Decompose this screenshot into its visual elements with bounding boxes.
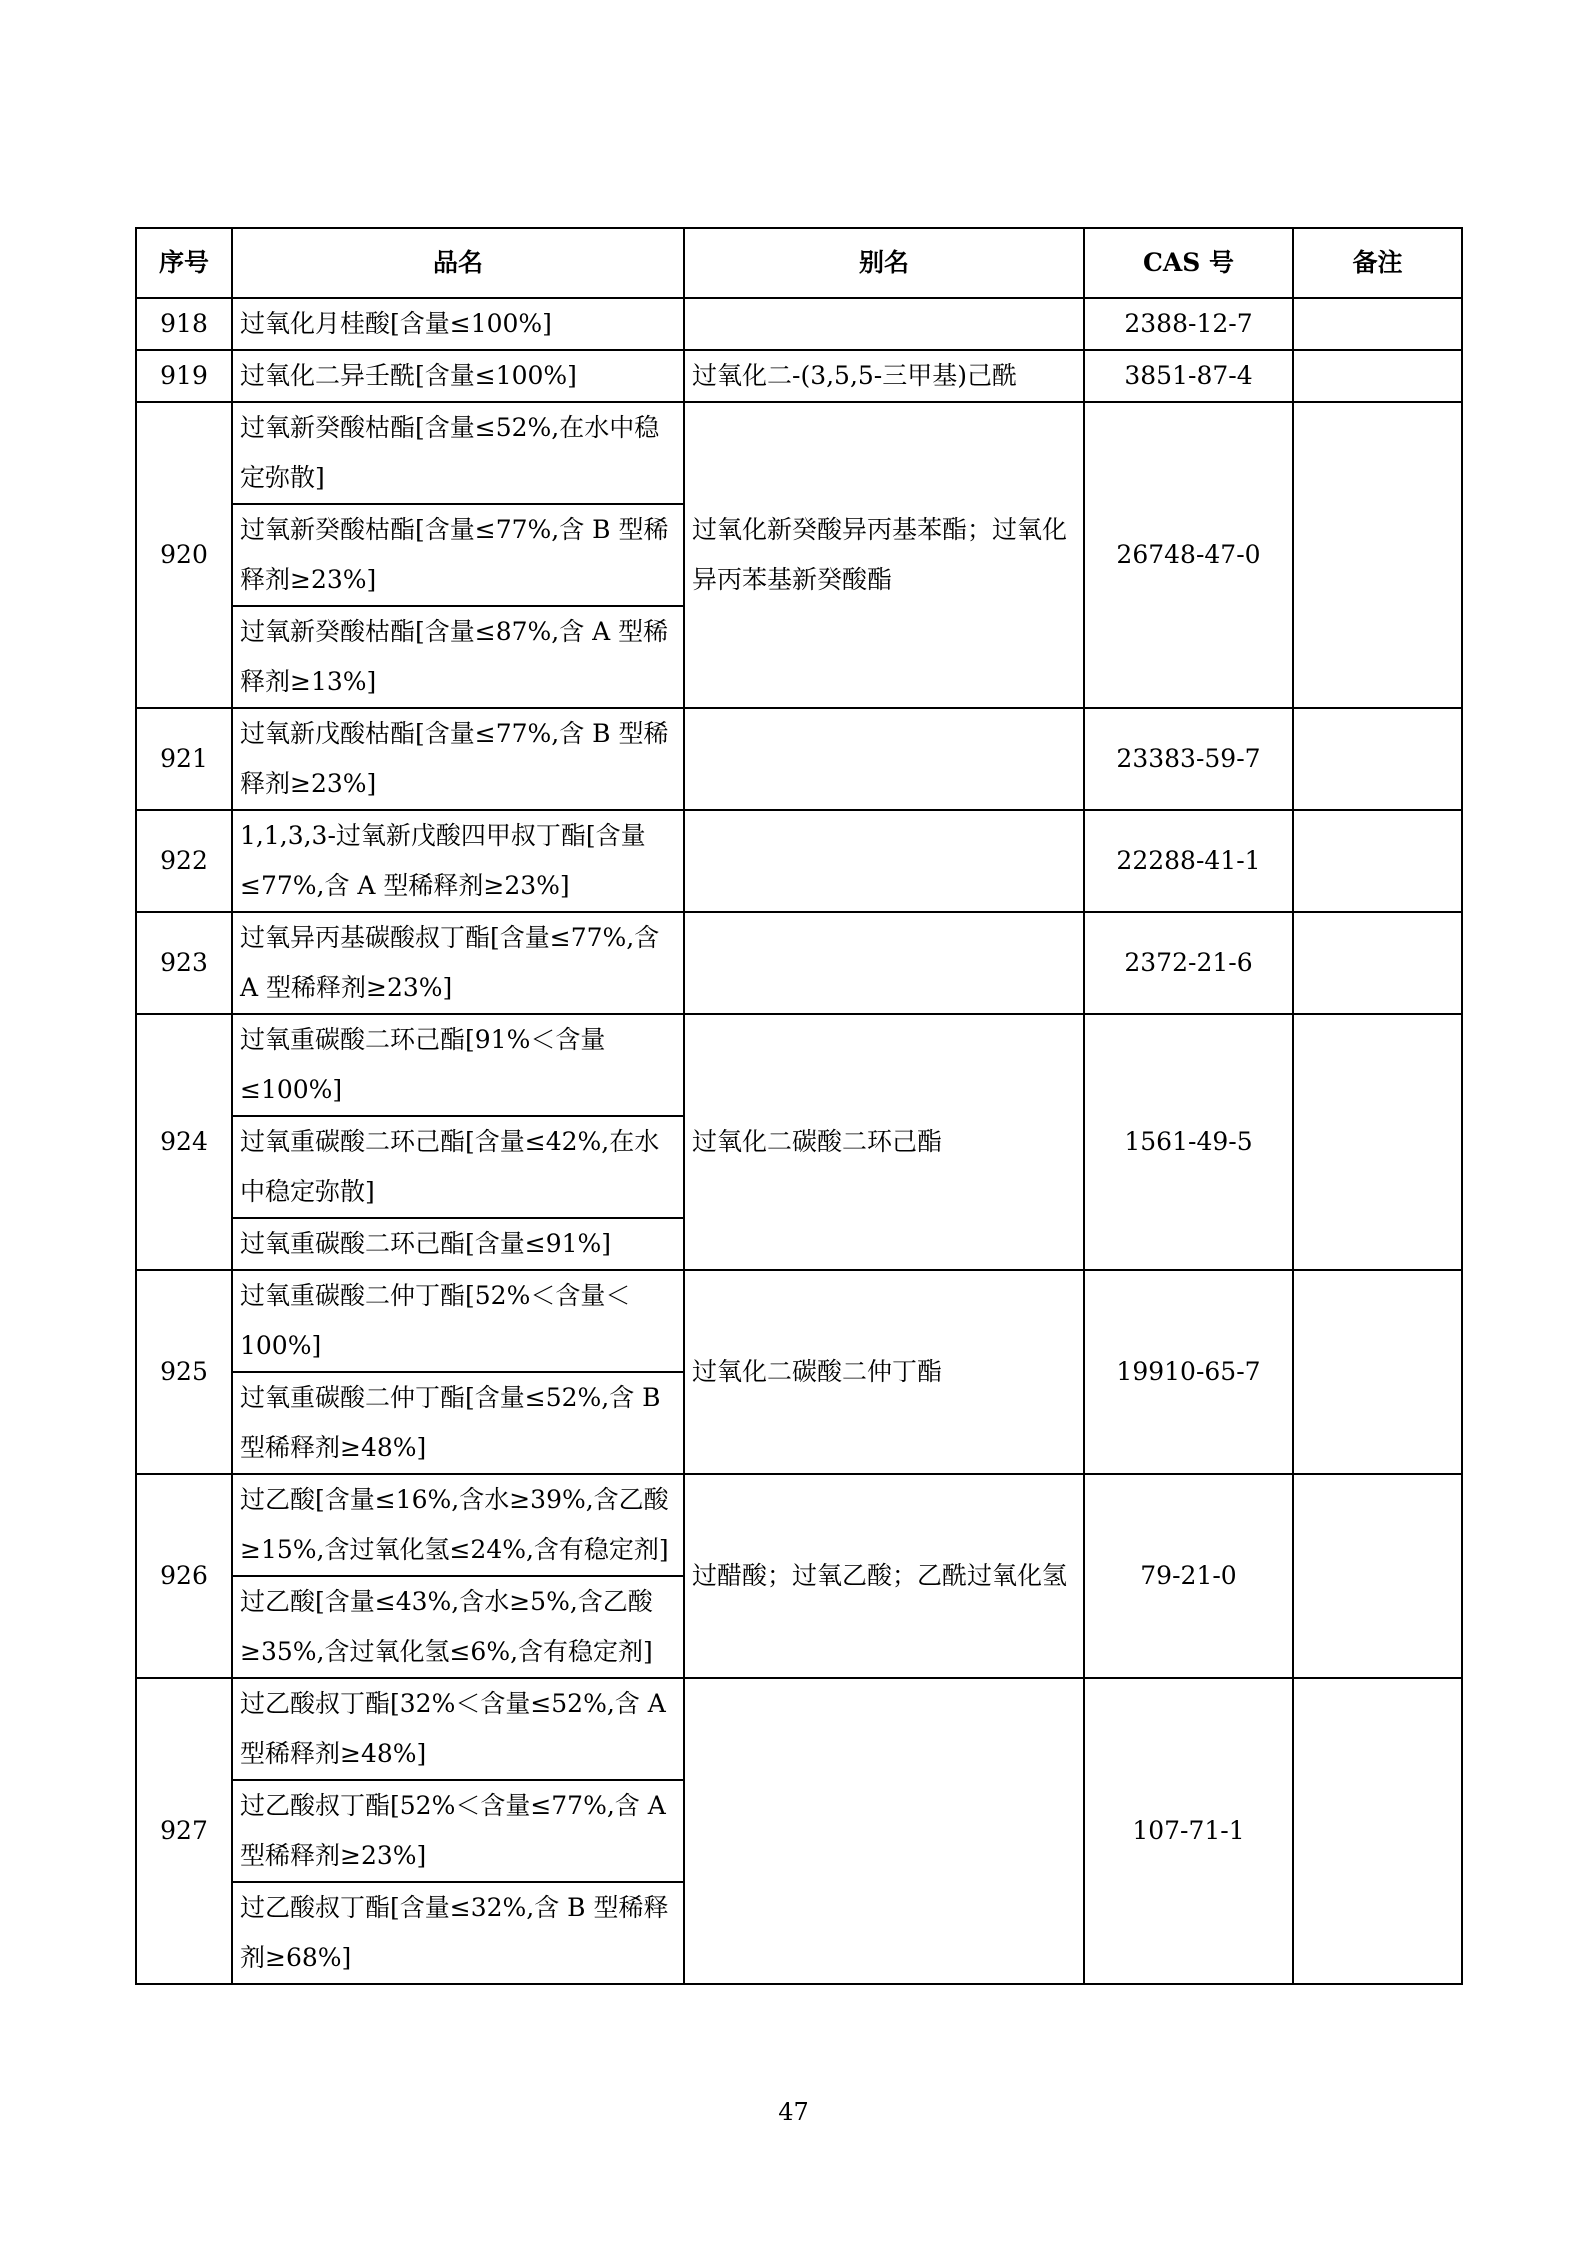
table-row	[136, 1678, 1462, 1780]
serial-number-cell: 920	[136, 402, 232, 708]
product-name-cell: 过氧化二异壬酰[含量≤100%]	[232, 350, 684, 402]
remarks-cell	[1293, 1474, 1462, 1678]
chemical-table	[135, 227, 1463, 1985]
product-name-cell: 过氧重碳酸二仲丁酯[含量≤52%,含 B 型稀释剂≥48%]	[232, 1372, 684, 1474]
product-name-cell: 过乙酸叔丁酯[52%＜含量≤77%,含 A 型稀释剂≥23%]	[232, 1780, 684, 1882]
serial-number-cell: 923	[136, 912, 232, 1014]
cas-number-cell: 23383-59-7	[1084, 708, 1293, 810]
remarks-cell	[1293, 708, 1462, 810]
product-name-cell: 过氧异丙基碳酸叔丁酯[含量≤77%,含 A 型稀释剂≥23%]	[232, 912, 684, 1014]
alias-cell	[684, 810, 1084, 912]
table-row	[136, 298, 1462, 350]
alias-cell: 过醋酸；过氧乙酸；乙酰过氧化氢	[684, 1474, 1084, 1678]
serial-number-cell: 919	[136, 350, 232, 402]
serial-number-cell: 926	[136, 1474, 232, 1678]
header-serial-number: 序号	[136, 228, 232, 298]
header-remarks: 备注	[1293, 228, 1462, 298]
cas-number-cell: 19910-65-7	[1084, 1270, 1293, 1474]
table-row	[136, 810, 1462, 912]
serial-number-cell: 924	[136, 1014, 232, 1270]
alias-cell	[684, 912, 1084, 1014]
cas-number-cell: 2388-12-7	[1084, 298, 1293, 350]
table-header-row	[136, 228, 1462, 298]
serial-number-cell: 925	[136, 1270, 232, 1474]
product-name-cell: 1,1,3,3-过氧新戊酸四甲叔丁酯[含量≤77%,含 A 型稀释剂≥23%]	[232, 810, 684, 912]
serial-number-cell: 922	[136, 810, 232, 912]
alias-cell	[684, 298, 1084, 350]
product-name-cell: 过乙酸[含量≤16%,含水≥39%,含乙酸≥15%,含过氧化氢≤24%,含有稳定剂]	[232, 1474, 684, 1576]
product-name-cell: 过氧重碳酸二环己酯[含量≤42%,在水中稳定弥散]	[232, 1116, 684, 1218]
cas-number-cell: 107-71-1	[1084, 1678, 1293, 1984]
product-name-cell: 过氧新癸酸枯酯[含量≤87%,含 A 型稀释剂≥13%]	[232, 606, 684, 708]
product-name-cell: 过氧重碳酸二环己酯[含量≤91%]	[232, 1218, 684, 1270]
table-row	[136, 912, 1462, 1014]
cas-number-cell: 2372-21-6	[1084, 912, 1293, 1014]
product-name-cell: 过氧新戊酸枯酯[含量≤77%,含 B 型稀释剂≥23%]	[232, 708, 684, 810]
table-row	[136, 1270, 1462, 1372]
product-name-cell: 过氧新癸酸枯酯[含量≤77%,含 B 型稀释剂≥23%]	[232, 504, 684, 606]
alias-cell: 过氧化新癸酸异丙基苯酯；过氧化异丙苯基新癸酸酯	[684, 402, 1084, 708]
table-row	[136, 708, 1462, 810]
alias-cell	[684, 1678, 1084, 1984]
product-name-cell: 过乙酸[含量≤43%,含水≥5%,含乙酸≥35%,含过氧化氢≤6%,含有稳定剂]	[232, 1576, 684, 1678]
header-cas-number: CAS 号	[1084, 228, 1293, 298]
remarks-cell	[1293, 298, 1462, 350]
product-name-cell: 过乙酸叔丁酯[32%＜含量≤52%,含 A 型稀释剂≥48%]	[232, 1678, 684, 1780]
page-number: 47	[778, 2098, 809, 2126]
remarks-cell	[1293, 350, 1462, 402]
remarks-cell	[1293, 912, 1462, 1014]
serial-number-cell: 918	[136, 298, 232, 350]
cas-number-cell: 1561-49-5	[1084, 1014, 1293, 1270]
alias-cell	[684, 708, 1084, 810]
product-name-cell: 过氧化月桂酸[含量≤100%]	[232, 298, 684, 350]
remarks-cell	[1293, 810, 1462, 912]
table-row	[136, 1014, 1462, 1116]
product-name-cell: 过乙酸叔丁酯[含量≤32%,含 B 型稀释剂≥68%]	[232, 1882, 684, 1984]
alias-cell: 过氧化二碳酸二仲丁酯	[684, 1270, 1084, 1474]
remarks-cell	[1293, 1270, 1462, 1474]
alias-cell: 过氧化二碳酸二环己酯	[684, 1014, 1084, 1270]
serial-number-cell: 921	[136, 708, 232, 810]
remarks-cell	[1293, 1678, 1462, 1984]
table-row	[136, 402, 1462, 504]
cas-number-cell: 22288-41-1	[1084, 810, 1293, 912]
table-row	[136, 1474, 1462, 1576]
header-product-name: 品名	[232, 228, 684, 298]
cas-number-cell: 3851-87-4	[1084, 350, 1293, 402]
product-name-cell: 过氧重碳酸二仲丁酯[52%＜含量＜100%]	[232, 1270, 684, 1372]
cas-number-cell: 79-21-0	[1084, 1474, 1293, 1678]
cas-number-cell: 26748-47-0	[1084, 402, 1293, 708]
alias-cell: 过氧化二-(3,5,5-三甲基)己酰	[684, 350, 1084, 402]
remarks-cell	[1293, 402, 1462, 708]
header-alias: 别名	[684, 228, 1084, 298]
product-name-cell: 过氧重碳酸二环己酯[91%＜含量≤100%]	[232, 1014, 684, 1116]
serial-number-cell: 927	[136, 1678, 232, 1984]
remarks-cell	[1293, 1014, 1462, 1270]
table-row	[136, 350, 1462, 402]
product-name-cell: 过氧新癸酸枯酯[含量≤52%,在水中稳定弥散]	[232, 402, 684, 504]
